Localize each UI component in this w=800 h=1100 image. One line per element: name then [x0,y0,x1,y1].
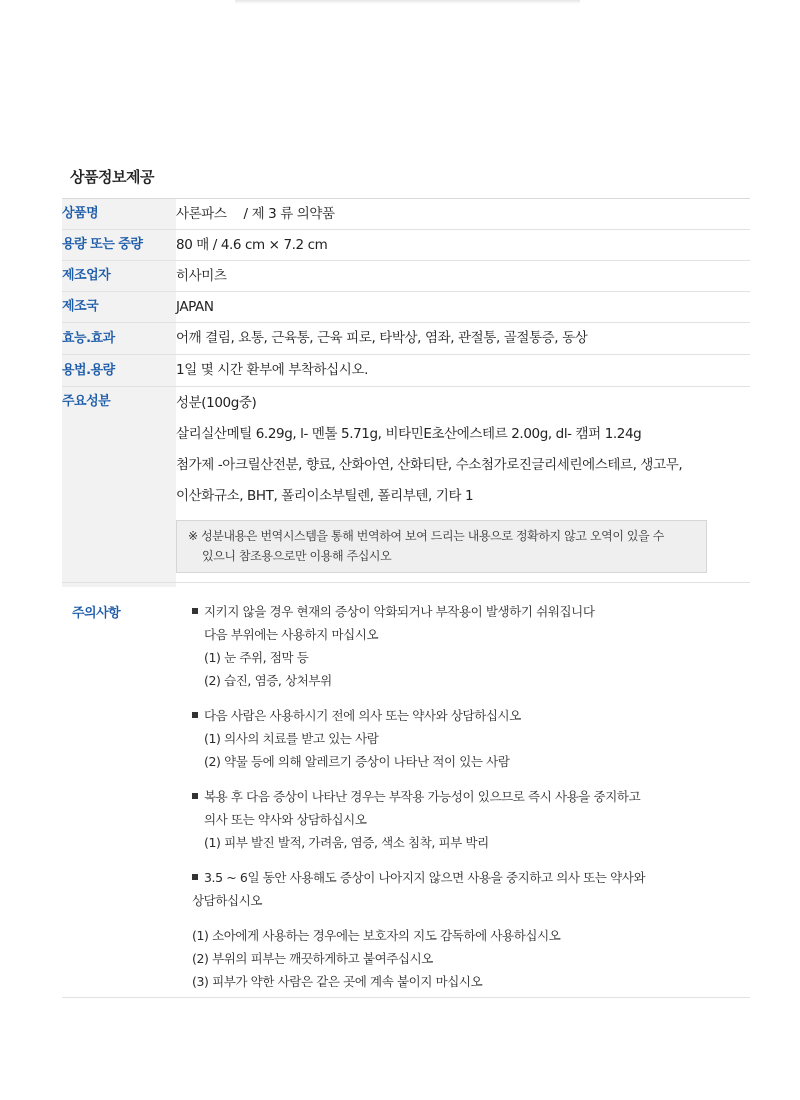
translation-notice [176,520,707,573]
info-row-dosage [62,355,750,387]
bullet-icon [192,793,198,799]
notice-line: ※ 성분내용은 번역시스템을 통해 번역하여 보여 드리는 내용으로 정확하지 않고 오역이 있을 수 [188,529,664,543]
caution-item: (1) 소아에게 사용하는 경우에는 보호자의 지도 감독하에 사용하십시오 [192,928,561,943]
info-value: JAPAN [176,292,750,323]
info-label: 주요성분 [62,387,176,588]
ingredients-value [176,387,750,588]
info-row-country [62,292,750,323]
caution-lead-text: 다음 사람은 사용하시기 전에 의사 또는 약사와 상담하십시오 [204,708,521,723]
info-value: 어깨 결림, 요통, 근육통, 근육 피로, 타박상, 염좌, 관절통, 골절통증, 동상 [176,323,750,355]
info-label: 상품명 [62,199,176,230]
info-label: 용법.용량 [62,355,176,387]
caution-lead [192,602,752,625]
caution-lead-text: 3.5 ~ 6일 동안 사용해도 증상이 나아지지 않으면 사용을 중지하고 의사 또는 약사와 [204,870,646,885]
bullet-icon [192,712,198,718]
caution-block [192,787,752,856]
ingredient-line: 성분(100g중) [176,395,257,411]
caution-item: (2) 약물 등에 의해 알레르기 증상이 나타난 적이 있는 사람 [204,754,510,769]
info-row-ingredients [62,387,750,588]
info-value: 1일 몇 시간 환부에 부착하십시오. [176,355,750,387]
caution-block [192,706,752,775]
caution-sub: 다음 부위에는 사용하지 마십시오 [204,627,379,642]
caution-item: (1) 피부 발진 발적, 가려움, 염증, 색소 침착, 피부 박리 [204,835,489,850]
info-row-efficacy [62,323,750,355]
info-label: 용량 또는 중량 [62,230,176,261]
bullet-icon [192,608,198,614]
info-value: 80 매 / 4.6 cm × 7.2 cm [176,230,750,261]
info-row-capacity [62,230,750,261]
caution-content [192,602,752,995]
info-label: 효능.효과 [62,323,176,355]
info-label: 제조업자 [62,261,176,292]
caution-lead-text: 복용 후 다음 증상이 나타난 경우는 부작용 가능성이 있으므로 즉시 사용을 중지하고 [204,789,641,804]
caution-item: (1) 의사의 치료를 받고 있는 사람 [204,731,379,746]
info-label: 제조국 [62,292,176,323]
caution-item: (3) 피부가 약한 사람은 같은 곳에 계속 붙이지 마십시오 [192,974,483,989]
caution-block [192,602,752,694]
top-image-edge [235,0,580,4]
caution-sub: 의사 또는 약사와 상담하십시오 [204,812,367,827]
bullet-icon [192,874,198,880]
ingredient-line: 첨가제 -아크릴산전분, 향료, 산화아연, 산화티탄, 수소첨가로진글리세린에스테르, 생고무, [176,457,683,473]
notice-line: 있으니 참조용으로만 이용해 주십시오 [202,549,392,563]
caution-label: 주의사항 [72,606,121,621]
info-value: 사론파스 / 제 3 류 의약품 [176,199,750,230]
caution-item: (2) 부위의 피부는 깨끗하게하고 붙여주십시오 [192,951,433,966]
ingredient-line: 살리실산메틸 6.29g, l- 멘톨 5.71g, 비타민E초산에스테르 2.00g, dl- 캠퍼 1.24g [176,426,642,442]
product-info-table [62,198,750,587]
caution-item: (2) 습진, 염증, 상처부위 [204,673,332,688]
caution-block [192,868,752,914]
caution-lead-text: 지키지 않을 경우 현재의 증상이 악화되거나 부작용이 발생하기 쉬워집니다 [204,604,595,619]
caution-sub: 상담하십시오 [192,893,263,908]
info-row-product-name [62,199,750,230]
section-title: 상품정보제공 [70,168,154,186]
divider [62,582,750,583]
caution-lead [192,868,752,891]
caution-lead [192,787,752,810]
caution-general [192,926,752,995]
ingredient-line: 이산화규소, BHT, 폴리이소부틸렌, 폴리부텐, 기타 1 [176,488,474,504]
divider [62,997,750,998]
caution-lead [192,706,752,729]
info-row-manufacturer [62,261,750,292]
caution-item: (1) 눈 주위, 점막 등 [204,650,309,665]
info-value: 히사미츠 [176,261,750,292]
